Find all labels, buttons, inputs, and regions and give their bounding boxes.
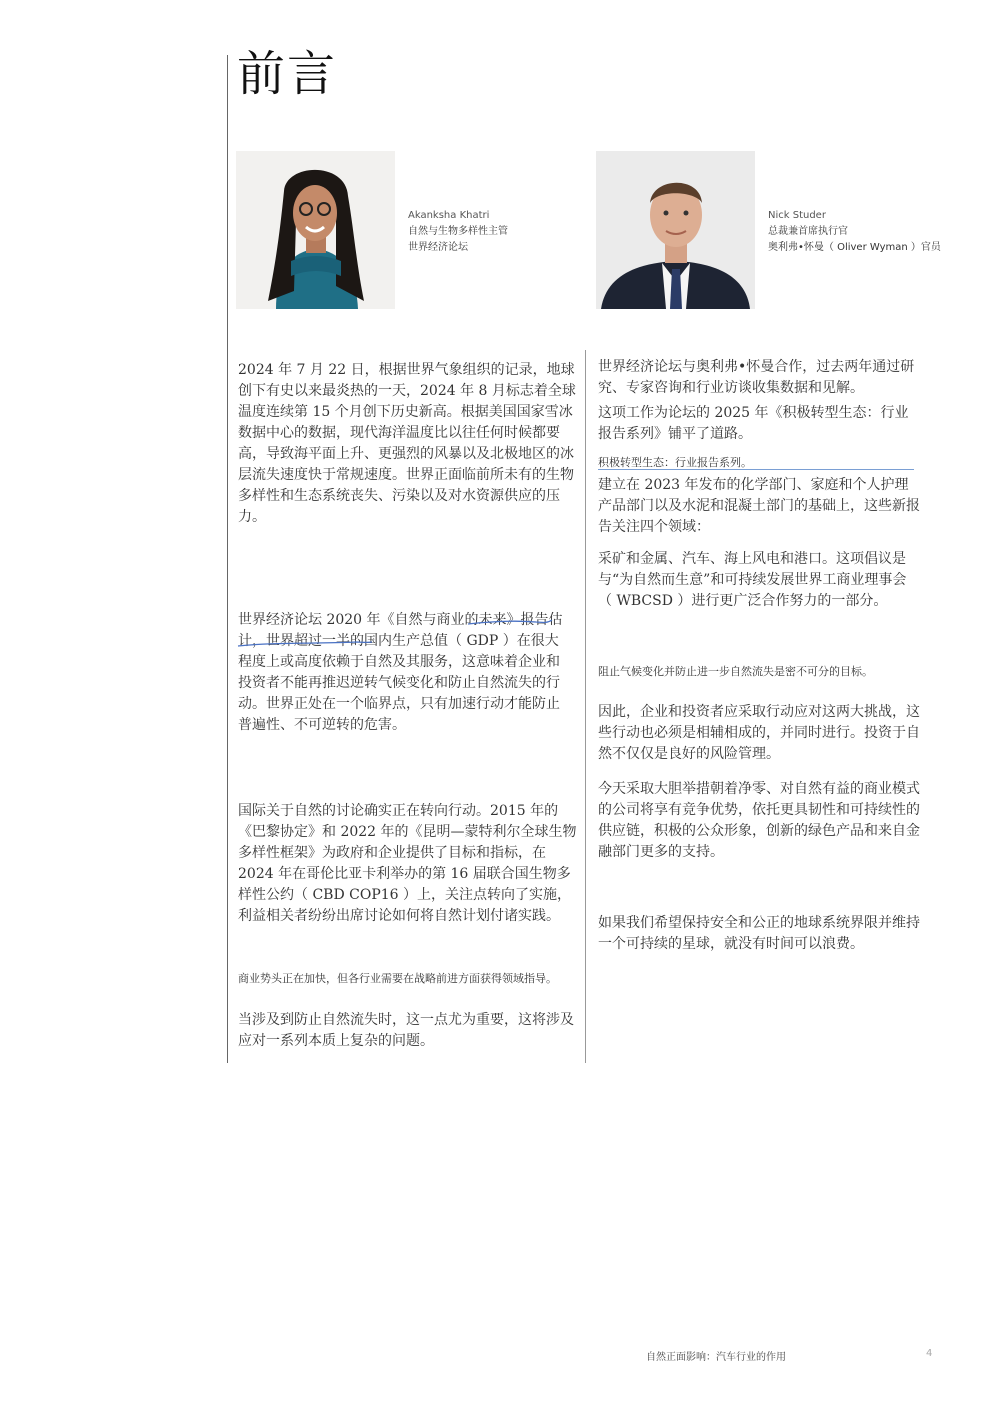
author-photo-khatri <box>236 151 395 309</box>
column-divider <box>585 350 586 1063</box>
page-title: 前言 <box>237 46 338 102</box>
left-paragraph-5: 当涉及到防止自然流失时，这一点尤为重要，这将涉及应对一系列本质上复杂的问题。 <box>238 1012 574 1049</box>
right-paragraph-6: 阻止气候变化并防止进一步自然流失是密不可分的目标。 <box>598 665 873 678</box>
right-paragraph-4: 建立在 2023 年发布的化学部门、家庭和个人护理产品部门以及水泥和混凝土部门的基础上，这些新报告关注四个领域： <box>598 477 920 535</box>
right-paragraph-7: 因此，企业和投资者应采取行动应对这两大挑战，这些行动也必须是相辅相成的，并同时进行。投资于自然不仅仅是良好的风险管理。 <box>598 704 920 762</box>
right-paragraph-2: 这项工作为论坛的 2025 年《积极转型生态：行业报告系列》铺平了道路。 <box>598 405 909 442</box>
left-margin-rule <box>227 55 228 1063</box>
author-org: 奥利弗•怀曼（ Oliver Wyman ）官员 <box>768 242 941 253</box>
right-paragraph-8: 今天采取大胆举措朝着净零、对自然有益的商业模式的公司将享有竞争优势，依托更具韧性和可持续性的供应链，积极的公众形象，创新的绿色产品和来自金融部门更多的支持。 <box>598 781 920 860</box>
author-photo-studer <box>596 151 755 309</box>
left-paragraph-2: 世界经济论坛 2020 年《自然与商业的未来》报告估计，世界超过一半的国内生产总值（ GDP ）在很大程度上或高度依赖于自然及其服务，这意味着企业和投资者不能再推迟逆转气候变化和防止自然流失的行动。世界正处在一个临界点，只有加速行动才能防止普遍性、不可逆转的危害。 <box>238 612 563 733</box>
author-role: 总裁兼首席执行官 <box>768 226 848 237</box>
author-org: 世界经济论坛 <box>408 242 468 253</box>
author-name: Akanksha Khatri <box>408 210 490 221</box>
author-caption-studer <box>768 208 941 256</box>
right-paragraph-3: 积极转型生态：行业报告系列。 <box>598 456 752 469</box>
author-name: Nick Studer <box>768 210 826 221</box>
left-paragraph-4: 商业势头正在加快，但各行业需要在战略前进方面获得领域指导。 <box>238 972 557 985</box>
author-role: 自然与生物多样性主管 <box>408 226 508 237</box>
author-caption-khatri <box>408 208 508 256</box>
right-paragraph-1: 世界经济论坛与奥利弗•怀曼合作，过去两年通过研究、专家咨询和行业访谈收集数据和见解。 <box>598 359 915 396</box>
right-paragraph-5: 采矿和金属、汽车、海上风电和港口。这项倡议是与“为自然而生意”和可持续发展世界工商业理事会（ WBCSD ）进行更广泛合作努力的一部分。 <box>598 551 907 609</box>
page-footer: 自然正面影响：汽车行业的作用 <box>646 1352 786 1363</box>
left-paragraph-1: 2024 年 7 月 22 日，根据世界气象组织的记录，地球创下有史以来最炎热的一天，2024 年 8 月标志着全球温度连续第 15 个月创下历史新高。根据美国国家雪冰数据中心的数据，现代海洋温度比以往任何时候都要高，导致海平面上升、更强烈的风暴以及北极地区的冰层流失速度快于常规速度。世界正面临前所未有的生物多样性和生态系统丧失、污染以及对水资源供应的压力。 <box>238 362 576 525</box>
right-paragraph-9: 如果我们希望保持安全和公正的地球系统界限并维持一个可持续的星球，就没有时间可以浪费。 <box>598 915 920 952</box>
highlight-underline <box>598 469 914 470</box>
page-number: 4 <box>926 1348 933 1359</box>
left-paragraph-3: 国际关于自然的讨论确实正在转向行动。2015 年的《巴黎协定》和 2022 年的《昆明—蒙特利尔全球生物多样性框架》为政府和企业提供了目标和指标，在 2024 年在哥伦比亚卡利举办的第 16 届联合国生物多样性公约（ CBD COP16 ）上，关注点转向了实施，利益相关者纷纷出席讨论如何将自然计划付诸实践。 <box>238 803 577 924</box>
